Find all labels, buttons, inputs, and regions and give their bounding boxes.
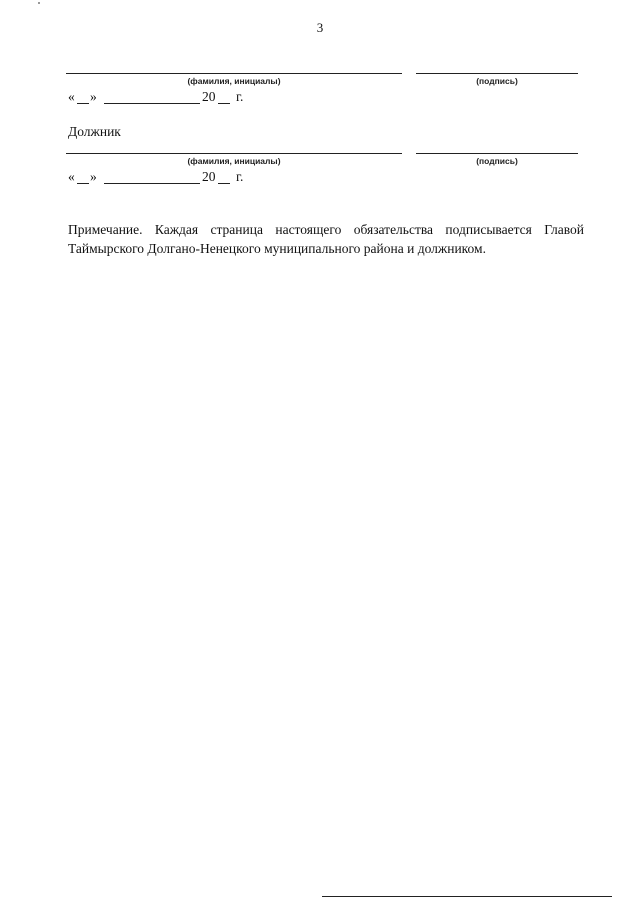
date-row-2: [68, 169, 268, 187]
signature-line: [416, 73, 578, 74]
date-year-prefix: 20: [202, 169, 216, 184]
date-month-blank: [104, 169, 200, 184]
date-close-quote: »: [90, 89, 97, 104]
signature-line: [416, 153, 578, 154]
name-line: [66, 73, 402, 74]
name-caption: (фамилия, инициалы): [187, 76, 281, 86]
date-suffix: г.: [236, 169, 244, 184]
signature-caption: (подпись): [476, 76, 518, 86]
debtor-label: Должник: [68, 124, 121, 139]
name-caption: (фамилия, инициалы): [187, 156, 281, 166]
signature-caption: (подпись): [476, 156, 518, 166]
bottom-rule: [322, 896, 612, 897]
date-month-blank: [104, 89, 200, 104]
note-paragraph: Примечание. Каждая страница настоящего обязательства подписывается Главой Таймырского Долгано-Ненецкого муниципального района и должником.: [68, 222, 584, 256]
date-suffix: г.: [236, 89, 244, 104]
date-day-blank: [77, 169, 89, 184]
date-year-prefix: 20: [202, 89, 216, 104]
date-close-quote: »: [90, 169, 97, 184]
page-number: 3: [316, 20, 324, 35]
scan-artifact: [38, 2, 40, 4]
date-open-quote: «: [68, 169, 75, 184]
date-year-blank: [218, 89, 230, 104]
name-line: [66, 153, 402, 154]
date-day-blank: [77, 89, 89, 104]
date-year-blank: [218, 169, 230, 184]
date-row-1: [68, 89, 268, 107]
date-open-quote: «: [68, 89, 75, 104]
